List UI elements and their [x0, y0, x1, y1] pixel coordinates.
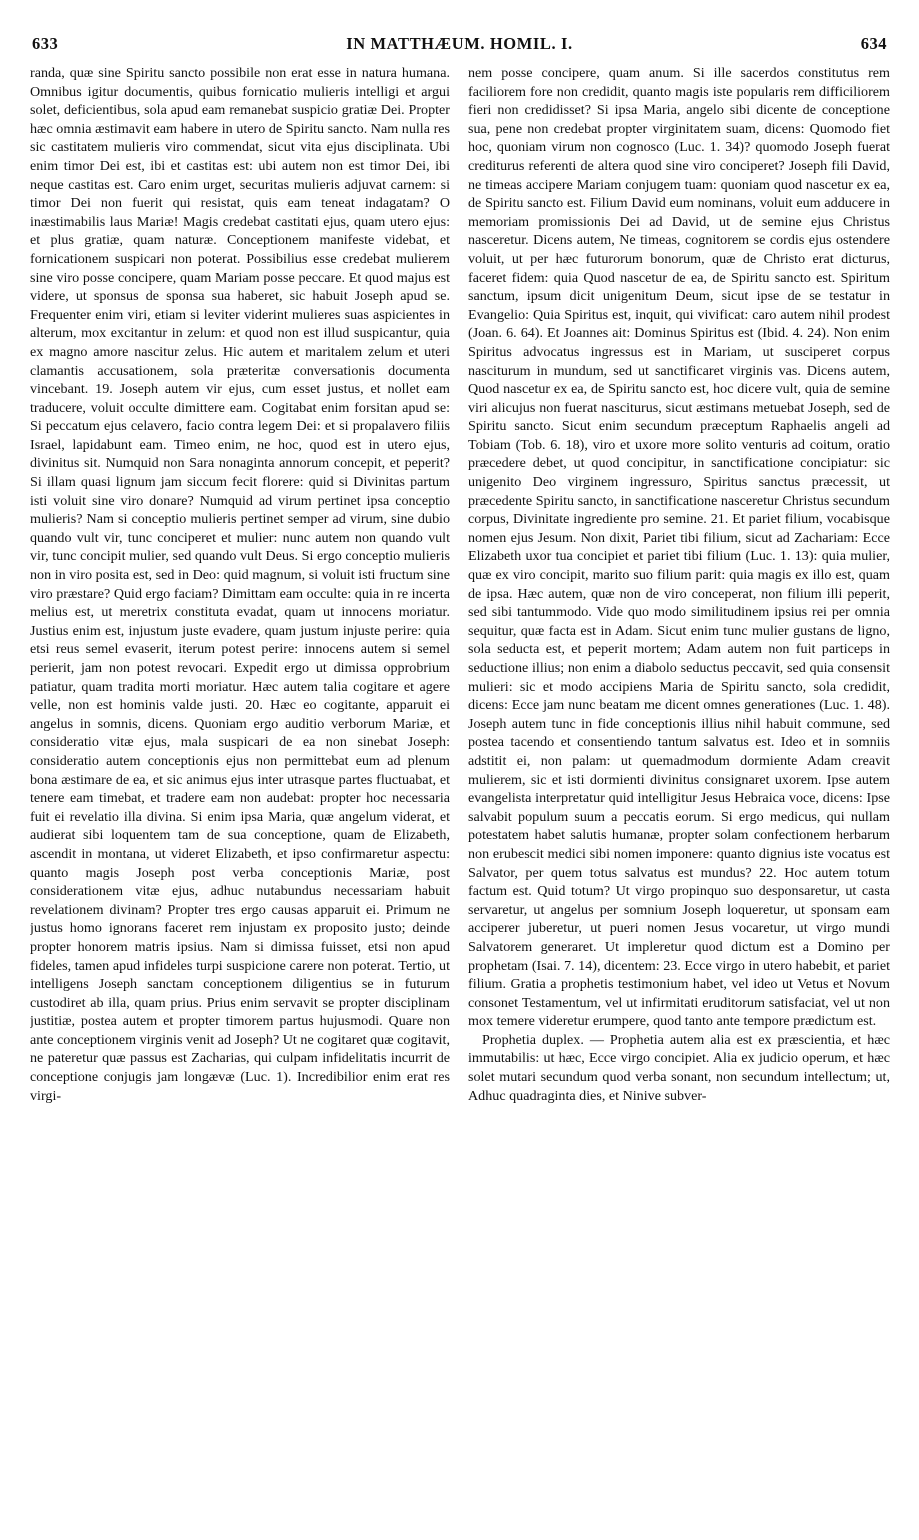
left-column-text: randa, quæ sine Spiritu sancto possibile non erat esse in natura humana. Omnibus igitur documentis, quibus fornicatio mulieris intelligi et argui solet, deficientibus, sola apud eam remanebat suspicio gratiæ Dei. Propter hæc omnia æstimavit eam habere in utero de Spiritu sancto. Nam nulla res sic castitatem mulieris viro commendat, sicut vita ejus disciplinata. Ubi enim timor Dei est, ibi et castitas est: ubi autem non est timor Dei, ibi neque castitas est. Caro enim urget, securitas mulieris adjuvat carnem: si timor Dei non fuerit qui resistat, quis eam teneat indagatam? O inæstimabilis laus Mariæ! Magis credebat castitati ejus, quam utero ejus: et plus gratiæ, quam naturæ. Conceptionem manifeste videbat, et fornicationem suspicari non poterat. Possibilius esse credebat mulierem sine viro posse concipere, quam Mariam posse peccare. Et quod majus est videre, ut sponsus de sponsa sua haberet, sic habuit Joseph apud se. Frequenter enim viri, etiam si leviter viderint mulieres suas aspicientes in alterum, mox excitantur in zelum: et quod non est illud suspicantur, quia ex magno amore nascitur zelus. Hic autem et maritalem zelum et uteri clamantis accusationem, sola præteritæ conversationis documenta vincebant. 19. Joseph autem vir ejus, cum esset justus, et nollet eam traducere, voluit occulte dimittere eam. Cogitabat enim forsitan apud se: Si peccatum ejus celavero, facio contra legem Dei: et si propalavero filiis Israel, lapidabunt eam. Timeo enim, ne hoc, quod est in utero ejus, divinitus sit. Numquid non Sara nonaginta annorum concepit, et peperit? Si illam quasi lignum jam siccum fecit florere: quid si Divinitas partum isti voluit sine viro donare? Numquid ad virum pertinet ipsa conceptio mulieris? Nam si conceptio mulieris pertinet semper ad virum, sine dubio quando vult vir, tunc conciperet et mulier: nunc autem non quando vult vir, tunc concipit mulier, sed quando vult Deus. Si ergo conceptio mulieris non in viro posita est, sed in Deo: quid magnum, si voluit isti fructum sine viro præstare? Quid ergo faciam? Dimittam eam occulte: quia in re incerta melius est, ut meretrix constituta evadat, quam ut innocens moriatur. Justius enim est, injustum juste evadere, quam justum injuste perire: quia etsi reus semel evaserit, iterum potest perire: innocens autem si semel perierit, jam non potest revocari. Expedit ergo ut dimissa opprobrium patiatur, quam tradita morti moriatur. Hæc autem talia cogitare et agere velle, non est hominis valde justi. 20. Hæc eo cogitante, apparuit ei angelus in somnis, dicens. Quoniam ergo auditio verborum Mariæ, et consideratio vitæ ejus, mala suspicari de ea non sinebat Joseph: consideratio autem conceptionis ejus non permittebat eum ad plenum bona æstimare de ea, et sic animus ejus inter utrasque partes fluctuabat, et tenere eam timebat, et tradere eam non audebat: propter hoc necessaria fuit ei revelatio illa divina. Si enim ipsa Maria, quæ angelum viderat, et audierat sibi loquentem tam de sua conceptione, quam de Elizabeth, ascendit in montana, ut videret Elizabeth, et ipso confirmaretur aspectu: quanto magis Joseph post verba conceptionis Mariæ, post considerationem vitæ ejus, adhuc nutabundus necessariam habuit revelationem divinam? Propter tres ergo causas apparuit ei. Primum ne justus homo ignorans faceret rem injustam ex proposito justo; deinde propter honorem matris ipsius. Nam si dimissa fuisset, etsi non apud fideles, tamen apud infideles turpi suspicione carere non poterat. Tertio, ut intelligens Joseph sanctam conceptionem diligentius se in futurum custodiret ab illa, quam prius. Prius enim servavit se propter disciplinam justitiæ, postea autem et propter timorem partus hujusmodi. Quare non ante conceptionem virginis venit ad Joseph? Ut ne cogitaret quæ cogitavit, ne pateretur quæ passus est Zacharias, qui culpam infidelitatis incurrit de conceptione conjugis jam longævæ (Luc. 1). Incredibilior enim erat res virgi-	[30, 65, 450, 1104]
right-column-text: nem posse concipere, quam anum. Si ille sacerdos constitutus rem faciliorem fore non credidit, quanto magis iste popularis rem difficiliorem fieri non credidisset? Si ipsa Maria, angelo sibi dicente de conceptione sua, pene non credebat propter virginitatem suam, dicens: Quomodo fiet hoc, quoniam virum non cognosco (Luc. 1. 34)? quomodo Joseph fuerat crediturus referenti de altera quod sine viro conciperet? Joseph fili David, ne timeas accipere Mariam conjugem tuam: quoniam quod nascetur ex ea, de Spiritu sancto est. Filium David eum nominans, voluit eum adducere in memoriam promissionis Dei ad David, ut de semine ejus Christus nasceretur. Dicens autem, Ne timeas, cognitorem se cordis ejus ostendere voluit, ut per hæc futurorum bonorum, quæ de Christo erat dicturus, faceret fidem: quia Quod nascetur de ea, de Spiritu sancto est. Spiritum sanctum, ipsum dicit unigenitum Deum, sicut ipse de se testatur in Evangelio: Quia Spiritus est, inquit, qui vivificat: caro autem nihil prodest (Joan. 6. 64). Et Joannes ait: Dominus Spiritus est (Ibid. 4. 24). Non enim Spiritus advocatus ingressus est in Mariam, ut susciperet corpus nasciturum in mundum, sed ut sanctificaret virginis vas. Dicens autem, Quod nascetur ex ea, de Spiritu sancto est, hoc dicere vult, quia de semine viri alicujus non fuerat nasciturus, sicut æstimans metuebat Joseph, sed de Spiritu sancto. Sicut enim secundum præceptum Raphaelis angeli ad Tobiam (Tob. 6. 18), viro et uxore more solito venturis ad coitum, oratio præcedere debet, ut quod concipitur, in sanctificatione concipiatur: sic unigenito Deo virginem ingressuro, Spiritus sanctus præcessit, ut præcedente Spiritu sancto, in sanctificatione nasceretur Christus secundum corpus, Divinitate ingrediente pro semine. 21. Et pariet filium, vocabisque nomen ejus Jesum. Non dixit, Pariet tibi filium, sicut ad Zachariam: Ecce Elizabeth uxor tua concipiet et pariet tibi filium (Luc. 1. 13): quia mulier, quæ ex viro concipit, marito suo filium parit: quia magis ex illo est, quam de ipsa. Hæc autem, quæ non de viro conceperat, non filium illi peperit, sed sibi tantummodo. Vide quo modo similitudinem ipsius rei per omnia sequitur, quæ facta est in Adam. Sicut enim tunc mulier gustans de ligno, sola seducta est, et peperit mortem; Adam autem non fuit particeps in seductione illius; non enim a diabolo seductus peccavit, sed quia consensit mulieri: sic et modo accipiens Maria de Spiritu sancto, sola credidit, dicens: Ecce jam nunc beatam me dicent omnes generationes (Luc. 1. 48). Joseph autem tunc in fide conceptionis illius nihil habuit commune, sed postea tacendo et consentiendo tantum salvatus est. Ideo et in somniis adstitit ei, non palam: ut quemadmodum dormiente Adam creavit mulierem, sic et isti dormienti divinitus consignaret uxorem. Ipse autem evangelista interpretatur quid intelligitur Jesus Hebraica voce, dicens: Ipse salvabit populum suum a peccatis eorum. Si ergo medicus, qui nullam potestatem habet salutis humanæ, propter solam confectionem herbarum non erubescit medici sibi nomen imponere: quanto dignius iste vocatus est Salvator, per quem totus salvatus est mundus? 22. Hoc autem totum factum est. Quid totum? Ut virgo propinquo suo desponsaretur, ut casta servaretur, ut angelus per somnium Joseph loqueretur, ut sponsam eam acciperer juberetur, ut pueri nomen Jesus vocaretur, ut virgo mundi Salvatorem generaret. Ut impleretur quod dictum est a Domino per prophetam (Isai. 7. 14), dicentem: 23. Ecce virgo in utero habebit, et pariet filium. Gratia a prophetis testimonium habet, vel ideo ut Vetus et Novum consonet Testamentum, vel ut infirmitati eruditorum satisfaciat, vel ut non mox temere videretur erumpere, quod tanto ante tempore prædictum est.	[468, 65, 890, 1030]
running-header	[26, 34, 893, 58]
right-column-paragraph-2: Prophetia duplex. — Prophetia autem alia est ex præscientia, et hæc immutabilis: ut hæc, Ecce virgo concipiet. Alia ex judicio operum, et hæc solet mutari secundum quod verba sonant, non secundum intellectum; ut, Adhuc quadraginta dies, et Ninive subver-	[468, 1031, 890, 1104]
page-number-right: 634	[860, 34, 887, 53]
right-column	[468, 64, 890, 1524]
running-title: IN MATTHÆUM. HOMIL. I.	[346, 34, 573, 53]
left-column	[30, 64, 450, 1524]
page-number-left: 633	[32, 34, 59, 53]
